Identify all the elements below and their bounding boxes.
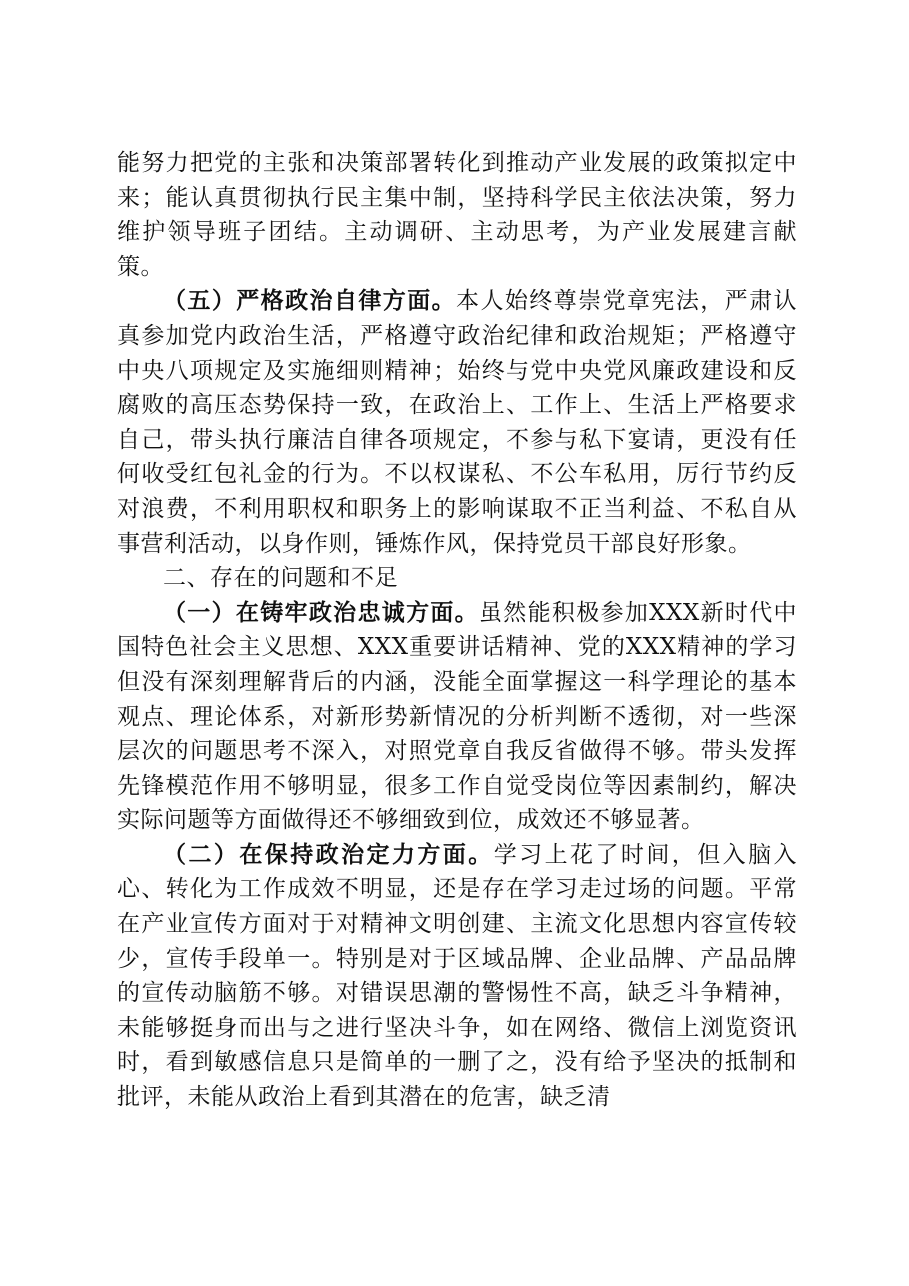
paragraph-political-loyalty: [117, 596, 797, 838]
paragraph-lead-heading: （五）严格政治自律方面。: [163, 287, 457, 315]
paragraph-political-resolve: [117, 838, 797, 1115]
paragraph-political-self-discipline: [117, 284, 797, 561]
paragraph-text: 学习上花了时间，但入脑入心、转化为工作成效不明显，还是存在学习走过场的问题。平常在产业宣传方面对于对精神文明创建、主流文化思想内容宣传较少，宣传手段单一。特别是对于区域品牌、企业品牌、产品品牌的宣传动脑筋不够。对错误思潮的警惕性不高，缺乏斗争精神，未能够挺身而出与之进行坚决斗争，如在网络、微信上浏览资讯时，看到敏感信息只是简单的一删了之，没有给予坚决的抵制和批评，未能从政治上看到其潜在的危害，缺乏清: [117, 841, 797, 1111]
paragraph-lead-heading: （一）在铸牢政治忠诚方面。: [163, 598, 479, 626]
section-heading-text: 二、存在的问题和不足: [163, 565, 398, 592]
document-body: [117, 146, 797, 1115]
paragraph-text: 虽然能积极参加XXX新时代中国特色社会主义思想、XXX重要讲话精神、党的XXX精神的学习但没有深刻理解背后的内涵，没能全面掌握这一科学理论的基本观点、理论体系，对新形势新情况的分析判断不透彻，对一些深层次的问题思考不深入，对照党章自我反省做得不够。带头发挥先锋模范作用不够明显，很多工作自觉受岗位等因素制约，解决实际问题等方面做得还不够细致到位，成效还不够显著。: [117, 599, 798, 834]
paragraph-continuation: [117, 146, 797, 284]
paragraph-text: 本人始终尊崇党章宪法，严肃认真参加党内政治生活，严格遵守政治纪律和政治规矩；严格遵守中央八项规定及实施细则精神；始终与党中央党风廉政建设和反腐败的高压态势保持一致，在政治上、工作上、生活上严格要求自己，带头执行廉洁自律各项规定，不参与私下宴请，更没有任何收受红包礼金的行为。不以权谋私、不公车私用，厉行节约反对浪费，不利用职权和职务上的影响谋取不正当利益、不私自从事营利活动，以身作则，锤炼作风，保持党员干部良好形象。: [117, 288, 798, 557]
section-heading: [117, 561, 797, 596]
paragraph-text: 能努力把党的主张和决策部署转化到推动产业发展的政策拟定中来；能认真贯彻执行民主集中制，坚持科学民主依法决策，努力维护领导班子团结。主动调研、主动思考，为产业发展建言献策。: [117, 150, 797, 280]
paragraph-lead-heading: （二）在保持政治定力方面。: [163, 840, 494, 868]
